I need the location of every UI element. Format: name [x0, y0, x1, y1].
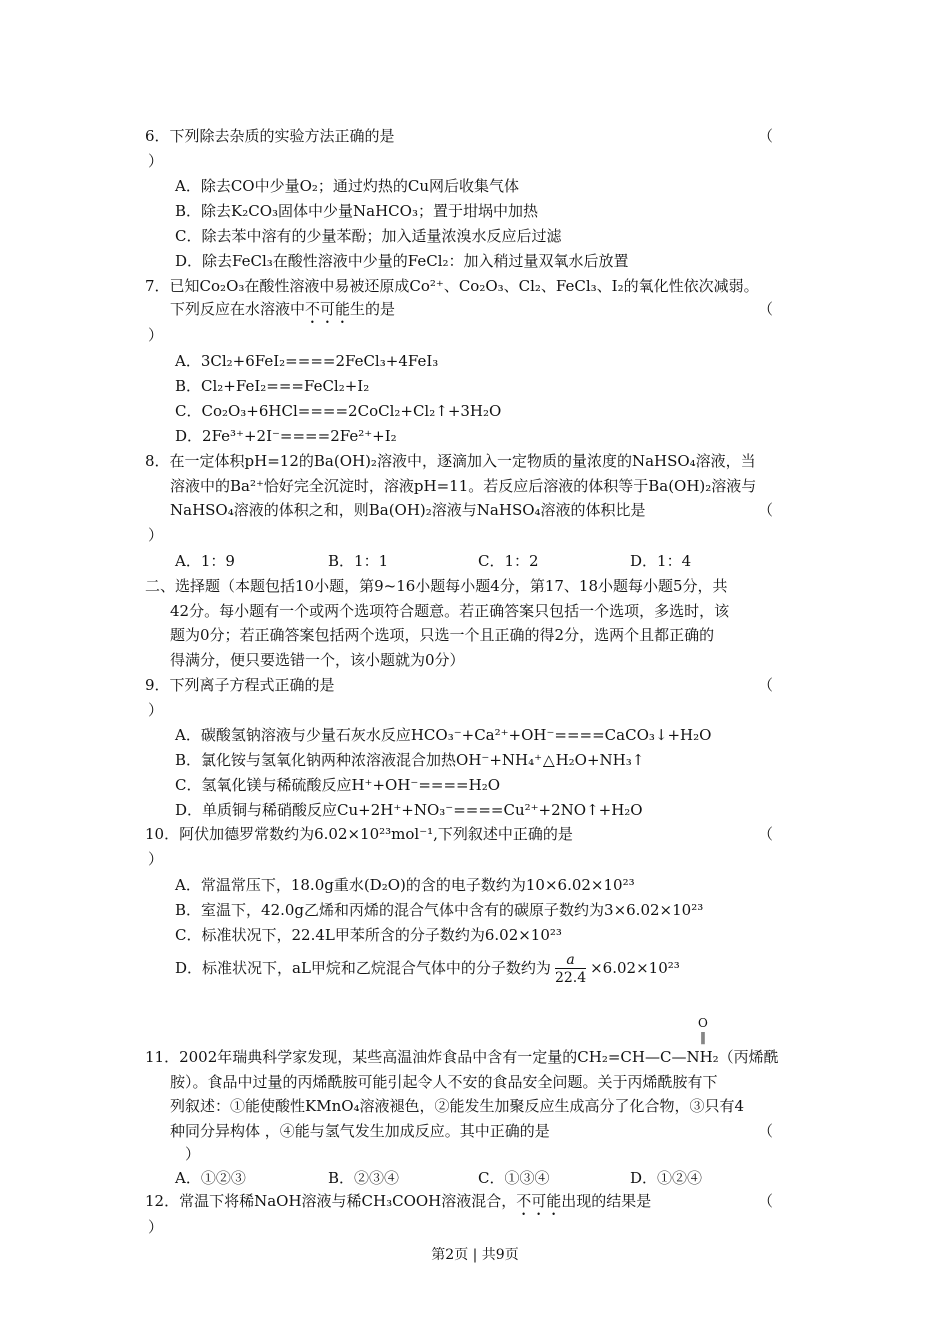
- q12-emphasis: 不可能: [516, 1192, 562, 1210]
- q12-stem: [145, 1191, 651, 1219]
- q9-option-d: D．单质铜与稀硝酸反应Cu+2H⁺+NO₃⁻====Cu²⁺+2NO↑+H₂O: [175, 801, 643, 819]
- q11-option-b: B．②③④: [328, 1169, 400, 1187]
- section2-line1: 二、选择题（本题包括10小题，第9~16小题每小题4分，第17、18小题每小题5分，共: [145, 577, 728, 595]
- q7-option-a: A．3Cl₂+6FeI₂====2FeCl₃+4FeI₃: [175, 352, 439, 370]
- q10-option-a: A．常温常压下，18.0g重水(D₂O)的含的电子数约为10×6.02×10²³: [175, 876, 635, 894]
- q8-stem-line3: NaHSO₄溶液的体积之和，则Ba(OH)₂溶液与NaHSO₄溶液的体积比是: [170, 501, 646, 519]
- q7-option-b: B．Cl₂+FeI₂===FeCl₂+I₂: [175, 377, 370, 395]
- q7-option-c: C．Co₂O₃+6HCl====2CoCl₂+Cl₂↑+3H₂O: [175, 402, 502, 420]
- carbonyl-double-bond: ‖: [700, 1030, 706, 1044]
- q11-stem-line2: 胺）。食品中过量的丙烯酰胺可能引起令人不安的食品安全问题。关于丙烯酰胺有下: [170, 1073, 718, 1091]
- q9-option-b-pre: B．氯化铵与氢氧化钠两种浓溶液混合加热OH⁻+NH₄⁺: [175, 751, 543, 769]
- q7-paren-close: ）: [148, 326, 164, 344]
- q6-option-b: B．除去K₂CO₃固体中少量NaHCO₃；置于坩埚中加热: [175, 202, 538, 220]
- q9-stem: 9．下列离子方程式正确的是: [145, 676, 335, 694]
- q10-option-c: C．标准状况下，22.4L甲苯所含的分子数约为6.02×10²³: [175, 926, 562, 944]
- q7-paren-open: （: [758, 300, 774, 318]
- q9-paren-open: （: [758, 676, 774, 694]
- q12-paren-close: ）: [148, 1218, 164, 1236]
- fraction-denominator: 22.4: [554, 969, 587, 986]
- q10-option-d-pre: D．标准状况下，aL甲烷和乙烷混合气体中的分子数约为: [175, 959, 551, 977]
- q8-option-d: D．1：4: [630, 552, 692, 570]
- q9-option-b: [175, 750, 644, 770]
- q7-stem-line1: 7．已知Co₂O₃在酸性溶液中易被还原成Co²⁺、Co₂O₃、Cl₂、FeCl₃、I₂的氧化性依次减弱。: [145, 277, 759, 295]
- q10-option-b: B．室温下，42.0g乙烯和丙烯的混合气体中含有的碳原子数约为3×6.02×10²³: [175, 901, 704, 919]
- q6-stem: 6．下列除去杂质的实验方法正确的是: [145, 127, 395, 145]
- q7-option-d: D．2Fe³⁺+2I⁻====2Fe²⁺+I₂: [175, 427, 397, 445]
- q9-option-c: C．氢氧化镁与稀硫酸反应H⁺+OH⁻====H₂O: [175, 776, 501, 794]
- q7-stem-post: 生的是: [350, 300, 396, 318]
- q10-option-d: [175, 950, 680, 987]
- section2-line2: 42分。每小题有一个或两个选项符合题意。若正确答案只包括一个选项，多选时，该: [170, 602, 730, 620]
- q8-option-c: C．1：2: [478, 552, 539, 570]
- q9-paren-close: ）: [148, 701, 164, 719]
- q11-option-a: A．①②③: [175, 1169, 246, 1187]
- q11-paren-open: （: [758, 1122, 774, 1140]
- q8-paren-open: （: [758, 501, 774, 519]
- q10-stem: 10．阿伏加德罗常数约为6.02×10²³mol⁻¹,下列叙述中正确的是: [145, 825, 573, 843]
- carbonyl-oxygen: O: [698, 1016, 708, 1030]
- q8-stem-line2: 溶液中的Ba²⁺恰好完全沉淀时，溶液pH=11。若反应后溶液的体积等于Ba(OH)₂溶液与: [170, 477, 757, 495]
- q12-paren-open: （: [758, 1192, 774, 1210]
- q10-option-d-post: ×6.02×10²³: [590, 959, 680, 977]
- q8-option-a: A．1：9: [175, 552, 235, 570]
- q6-paren-open: （: [758, 127, 774, 145]
- fraction-numerator: a: [555, 952, 586, 969]
- q6-option-d: D．除去FeCl₃在酸性溶液中少量的FeCl₂：加入稍过量双氧水后放置: [175, 252, 629, 270]
- q7-stem-line2: [170, 299, 395, 327]
- section2-line3: 题为0分；若正确答案包括两个选项，只选一个且正确的得2分，选两个且都正确的: [170, 626, 715, 644]
- q6-option-a: A．除去CO中少量O₂；通过灼热的Cu网后收集气体: [175, 177, 520, 195]
- q8-paren-close: ）: [148, 526, 164, 544]
- q7-stem-pre: 下列反应在水溶液中: [170, 300, 306, 318]
- q11-option-c: C．①③④: [478, 1169, 550, 1187]
- q9-option-a: A．碳酸氢钠溶液与少量石灰水反应HCO₃⁻+Ca²⁺+OH⁻====CaCO₃↓+H₂O: [175, 726, 712, 744]
- q12-stem-pre: 12．常温下将稀NaOH溶液与稀CH₃COOH溶液混合，: [145, 1192, 517, 1210]
- q9-option-b-post: H₂O+NH₃↑: [555, 751, 645, 769]
- q12-stem-post: 出现的结果是: [561, 1192, 652, 1210]
- q8-option-b: B．1：1: [328, 552, 389, 570]
- q8-stem-line1: 8．在一定体积pH=12的Ba(OH)₂溶液中，逐滴加入一定物质的量浓度的NaHSO₄溶液，当: [145, 452, 756, 470]
- q6-paren-close: ）: [148, 152, 164, 170]
- page-footer: 第2页 | 共9页: [431, 1247, 519, 1263]
- q11-stem-line1: 11．2002年瑞典科学家发现，某些高温油炸食品中含有一定量的CH₂=CH—C—NH₂（丙烯酰: [145, 1048, 779, 1066]
- q10-paren-close: ）: [148, 850, 164, 868]
- q11-option-d: D．①②④: [630, 1169, 703, 1187]
- q11-stem-line4: 种同分异构体 ，④能与氢气发生加成反应。其中正确的是: [170, 1122, 550, 1140]
- q11-stem-line3: 列叙述：①能使酸性KMnO₄溶液褪色，②能发生加聚反应生成高分了化合物，③只有4: [170, 1097, 745, 1115]
- q6-option-c: C．除去苯中溶有的少量苯酚；加入适量浓溴水反应后过滤: [175, 227, 562, 245]
- heat-symbol: △: [543, 751, 555, 769]
- fraction: [555, 952, 586, 987]
- q7-emphasis: 不可能: [305, 300, 351, 318]
- q11-paren-close: ）: [185, 1145, 201, 1163]
- q10-paren-open: （: [758, 825, 774, 843]
- section2-line4: 得满分，便只要选错一个，该小题就为0分）: [170, 651, 465, 669]
